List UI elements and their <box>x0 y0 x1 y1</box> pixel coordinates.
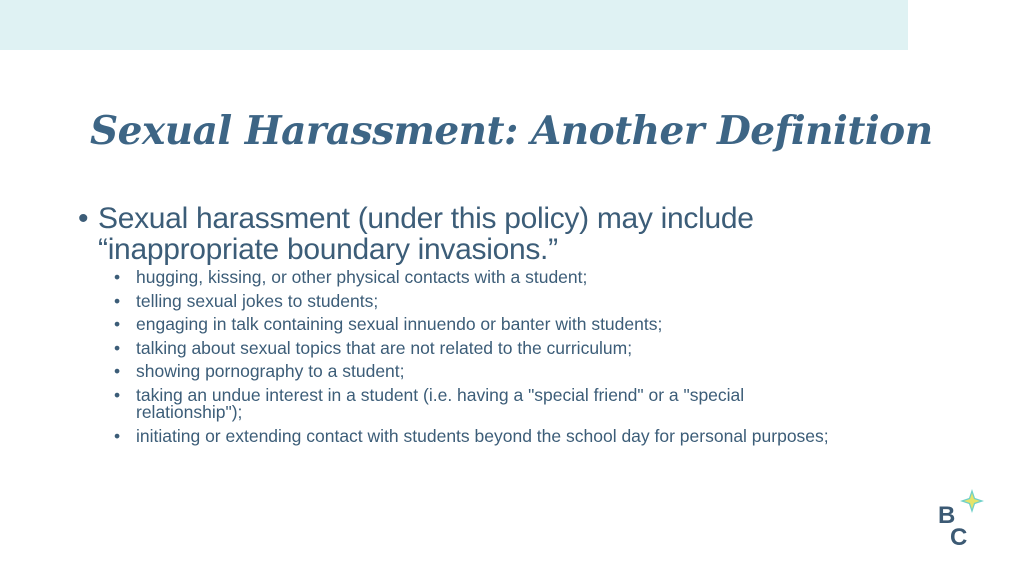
bullet-icon: • <box>114 384 121 405</box>
sub-bullet-text: telling sexual jokes to students; <box>136 290 379 311</box>
bullet-icon: • <box>114 290 121 311</box>
sub-bullet-item <box>114 425 834 446</box>
main-bullet-point <box>78 203 858 265</box>
bc-logo <box>936 487 988 547</box>
sub-bullet-item <box>114 363 834 381</box>
sub-bullet-text: initiating or extending contact with students beyond the school day for personal purposes; <box>136 425 829 446</box>
main-point-text: Sexual harassment (under this policy) may include “inappropriate boundary invasions.” <box>98 202 754 266</box>
bullet-icon: • <box>114 425 121 446</box>
bullet-icon: • <box>114 337 121 358</box>
bullet-icon: • <box>78 202 89 235</box>
slide-title: Sexual Harassment: Another Definition <box>90 108 933 154</box>
slide-content <box>78 203 858 451</box>
sub-bullet-text: talking about sexual topics that are not related to the curriculum; <box>136 337 633 358</box>
bullet-icon: • <box>114 267 121 287</box>
sparkle-star-icon <box>960 489 984 513</box>
sub-bullet-text: showing pornography to a student; <box>136 361 405 381</box>
sub-bullet-item <box>114 384 834 422</box>
sub-bullet-item <box>114 337 834 358</box>
sub-bullet-item <box>114 316 834 334</box>
sub-bullet-text: taking an undue interest in a student (i.e. having a "special friend" or a "special relationship"); <box>136 384 745 422</box>
sub-bullet-text: engaging in talk containing sexual innuendo or banter with students; <box>136 314 663 334</box>
top-accent-band <box>0 0 908 50</box>
bullet-icon: • <box>114 361 121 381</box>
bullet-icon: • <box>114 314 121 334</box>
logo-letter-b: B <box>938 502 956 529</box>
sub-bullet-item <box>114 269 834 287</box>
sub-bullet-list <box>114 269 834 445</box>
sub-bullet-item <box>114 290 834 311</box>
sub-bullet-text: hugging, kissing, or other physical contacts with a student; <box>136 267 588 287</box>
bc-logo-graphic <box>936 487 988 547</box>
logo-letter-c: C <box>950 524 968 547</box>
